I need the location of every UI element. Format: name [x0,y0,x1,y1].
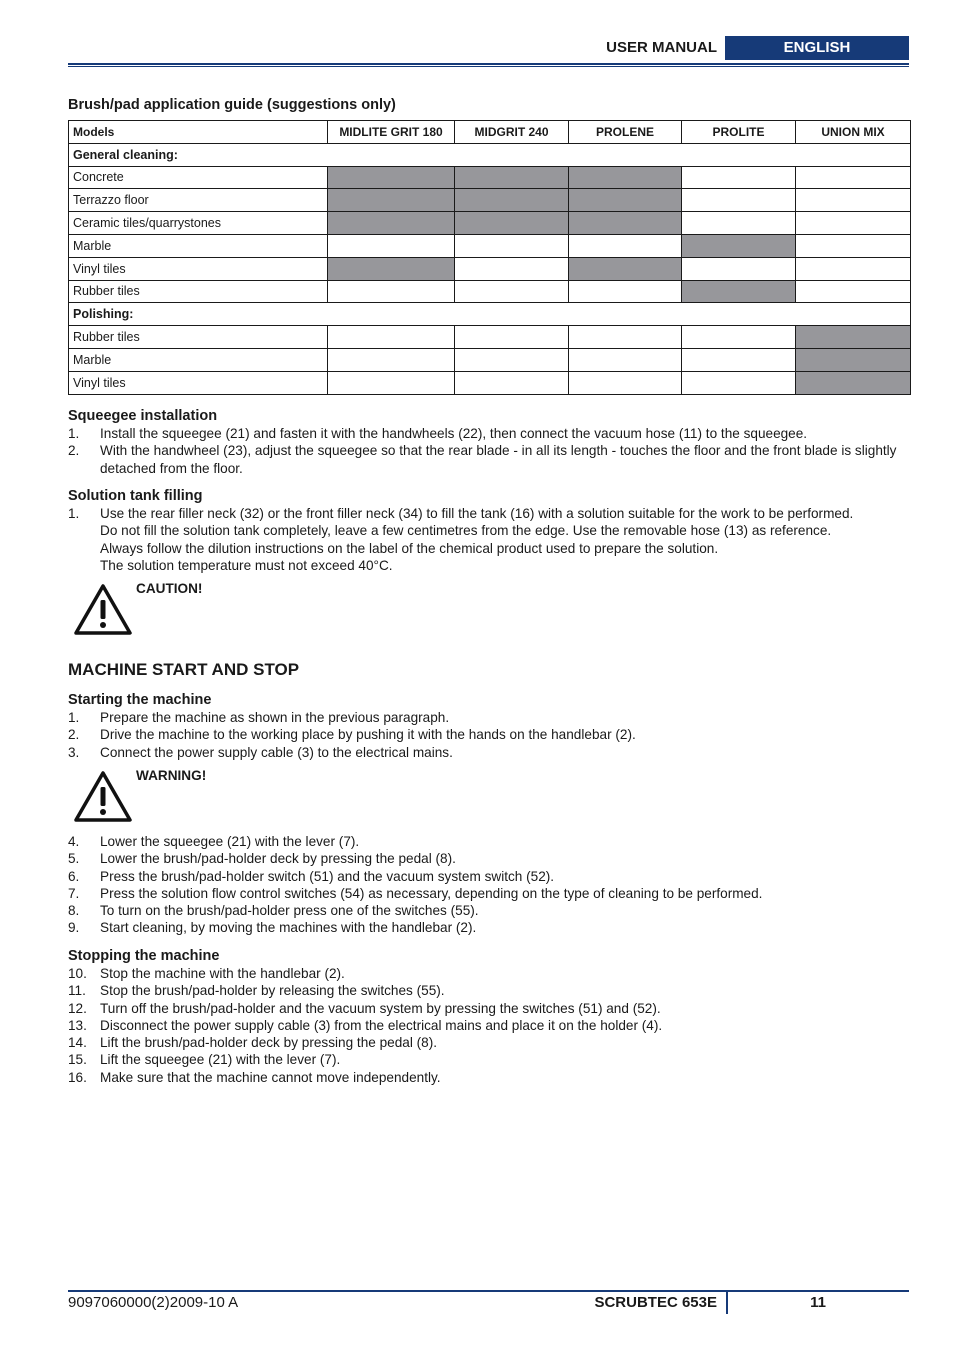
header-rule-thin [68,66,909,67]
recommended-cell [328,257,455,280]
row-label: Marble [69,234,328,257]
empty-cell [328,234,455,257]
footer-separator [726,1292,728,1314]
squeegee-title: Squeegee installation [68,408,218,424]
empty-cell [455,326,569,349]
row-label: Rubber tiles [69,326,328,349]
recommended-cell [455,189,569,212]
list-item: 12. Turn off the brush/pad-holder and the vacuum system by pressing the switches (51) and (52). [68,1000,661,1016]
header-manual-label: USER MANUAL [606,39,717,56]
empty-cell [682,371,796,394]
column-header: Models [69,121,328,144]
recommended-cell [796,371,911,394]
recommended-cell [328,212,455,235]
empty-cell [455,280,569,303]
list-item: 13. Disconnect the power supply cable (3) from the electrical mains and place it on the holder (4). [68,1017,663,1033]
column-header: UNION MIX [796,121,911,144]
empty-cell [569,280,682,303]
empty-cell [796,234,911,257]
list-item: 16. Make sure that the machine cannot move independently. [68,1069,441,1085]
row-label: Marble [69,348,328,371]
list-item: 14. Lift the brush/pad-holder deck by pressing the pedal (8). [68,1035,438,1051]
recommended-cell [455,166,569,189]
recommended-cell [455,212,569,235]
starting-section [68,691,913,761]
solution-note: Always follow the dilution instructions on the label of the chemical product used to prepare the solution. [100,540,719,556]
machine-section-title: MACHINE START AND STOP [68,660,300,679]
section-label: Polishing: [69,303,911,326]
footer-rule [68,1290,909,1292]
starting-steps-continued [68,833,913,937]
table-row [69,371,911,394]
empty-cell [796,280,911,303]
empty-cell [796,212,911,235]
caution-label: CAUTION! [136,581,203,596]
empty-cell [569,371,682,394]
empty-cell [569,348,682,371]
empty-cell [455,371,569,394]
solution-title: Solution tank filling [68,488,203,504]
recommended-cell [328,166,455,189]
solution-section [68,487,913,574]
empty-cell [455,257,569,280]
table-row [69,280,911,303]
empty-cell [682,189,796,212]
list-item: 9. Start cleaning, by moving the machines with the handlebar (2). [68,920,477,936]
stopping-section [68,947,913,1086]
table-row [69,326,911,349]
column-header: MIDLITE GRIT 180 [328,121,455,144]
solution-note: Do not fill the solution tank completely, leave a few centimetres from the edge. Use the removable hose (13) as reference. [100,523,832,539]
empty-cell [796,257,911,280]
empty-cell [796,166,911,189]
footer-page-number: 11 [810,1294,826,1311]
recommended-cell [796,326,911,349]
footer-model: SCRUBTEC 653E [594,1294,717,1311]
solution-note: The solution temperature must not exceed 40°C. [100,557,393,573]
recommended-cell [796,348,911,371]
list-item: 15. Lift the squeegee (21) with the lever (7). [68,1052,341,1068]
recommended-cell [569,212,682,235]
list-item: 10. Stop the machine with the handlebar (2). [68,966,345,981]
footer-doc-code: 9097060000(2)2009-10 A [68,1294,239,1311]
table-row [69,257,911,280]
list-item: 11. Stop the brush/pad-holder by releasing the switches (55). [68,983,445,999]
empty-cell [682,348,796,371]
row-label: Vinyl tiles [69,371,328,394]
list-item: 4. Lower the squeegee (21) with the lever (7). [68,834,360,849]
brush-pad-guide-table [68,120,911,395]
list-item: 2. Drive the machine to the working place by pushing it with the hands on the handlebar (2). [68,727,636,743]
list-item: 5. Lower the brush/pad-holder deck by pressing the pedal (8). [68,851,456,867]
list-item: 1. Use the rear filler neck (32) or the front filler neck (34) to fill the tank (16) with a solution suitable for the work to be performed. [68,506,854,521]
table-header-row [69,121,911,144]
list-item: 7. Press the solution flow control switches (54) as necessary, depending on the type of cleaning to be performed. [68,885,763,901]
recommended-cell [569,166,682,189]
warning-label: WARNING! [136,768,207,783]
column-header: PROLITE [682,121,796,144]
empty-cell [682,326,796,349]
starting-title: Starting the machine [68,692,212,708]
row-label: Concrete [69,166,328,189]
table-row [69,234,911,257]
empty-cell [569,326,682,349]
row-label: Ceramic tiles/quarrystones [69,212,328,235]
empty-cell [569,234,682,257]
recommended-cell [328,189,455,212]
list-item: 1. Prepare the machine as shown in the previous paragraph. [68,710,450,725]
squeegee-section [68,407,913,477]
empty-cell [328,348,455,371]
list-item: 2. With the handwheel (23), adjust the squeegee so that the rear blade - in all its length - touches the floor and the front blade is slightly detached from the floor. [68,443,897,476]
row-label: Vinyl tiles [69,257,328,280]
row-label: Rubber tiles [69,280,328,303]
caution-warning-icon [72,582,134,638]
empty-cell [328,326,455,349]
list-item: 1. Install the squeegee (21) and fasten it with the handwheels (22), then connect the vacuum hose (11) to the squeegee. [68,426,808,441]
empty-cell [682,257,796,280]
table-row [69,166,911,189]
header-language-badge: ENGLISH [725,36,909,60]
table-row [69,212,911,235]
list-item: 6. Press the brush/pad-holder switch (51) and the vacuum system switch (52). [68,868,555,884]
empty-cell [328,280,455,303]
stopping-title: Stopping the machine [68,948,220,964]
column-header: MIDGRIT 240 [455,121,569,144]
section-label: General cleaning: [69,143,911,166]
table-section-row [69,303,911,326]
empty-cell [682,212,796,235]
list-item: 8. To turn on the brush/pad-holder press one of the switches (55). [68,903,479,919]
empty-cell [796,189,911,212]
empty-cell [455,234,569,257]
recommended-cell [569,189,682,212]
column-header: PROLENE [569,121,682,144]
row-label: Terrazzo floor [69,189,328,212]
empty-cell [328,371,455,394]
recommended-cell [569,257,682,280]
table-row [69,189,911,212]
recommended-cell [682,234,796,257]
header-rule [68,63,909,65]
empty-cell [682,166,796,189]
recommended-cell [682,280,796,303]
list-item: 3. Connect the power supply cable (3) to the electrical mains. [68,744,453,760]
guide-title: Brush/pad application guide (suggestions only) [68,97,396,113]
warning-icon [72,769,134,825]
empty-cell [455,348,569,371]
table-row [69,348,911,371]
table-section-row [69,143,911,166]
